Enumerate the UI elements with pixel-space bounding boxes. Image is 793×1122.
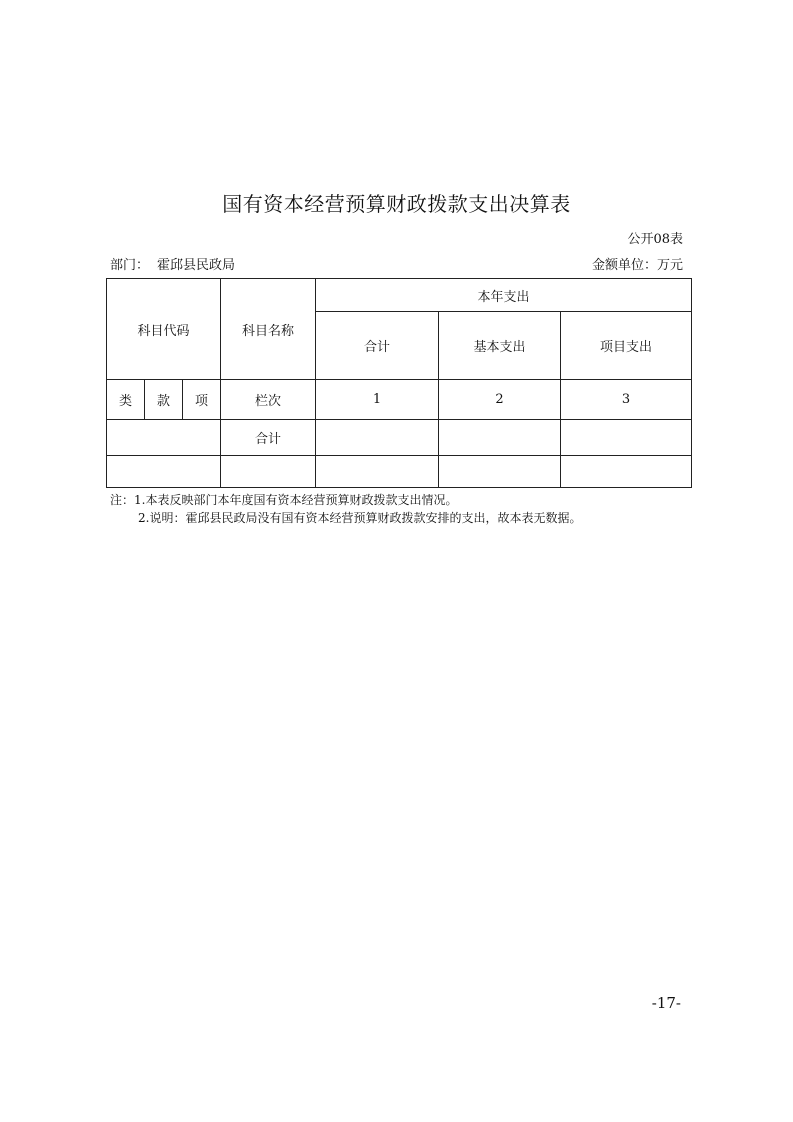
empty-row-project (561, 456, 692, 488)
total-row-basic (439, 420, 561, 456)
col-basic-header: 基本支出 (439, 312, 561, 380)
total-row-code (107, 420, 221, 456)
col-project-header: 项目支出 (561, 312, 692, 380)
total-row-label: 合计 (221, 420, 316, 456)
subject-name-header: 科目名称 (221, 279, 316, 380)
department-line (110, 254, 235, 273)
code-lei: 类 (107, 380, 145, 420)
empty-row-total (316, 456, 439, 488)
note-line-1: 注：1.本表反映部门本年度国有资本经营预算财政拨款支出情况。 (110, 493, 458, 507)
amount-unit: 金额单位：万元 (591, 258, 683, 273)
empty-row-basic (439, 456, 561, 488)
index-3: 3 (561, 380, 692, 420)
notes (110, 491, 581, 527)
header-row-1 (107, 279, 692, 312)
document-title: 国有资本经营预算财政拨款支出决算表 (222, 192, 571, 216)
current-year-header: 本年支出 (316, 279, 692, 312)
row-index-label: 栏次 (221, 380, 316, 420)
form-code: 公开08表 (627, 232, 683, 247)
expenditure-table (106, 278, 692, 488)
total-row-total (316, 420, 439, 456)
code-kuan: 款 (145, 380, 183, 420)
note-line-2: 2.说明：霍邱县民政局没有国有资本经营预算财政拨款安排的支出，故本表无数据。 (138, 511, 582, 525)
total-row (107, 420, 692, 456)
empty-row-name (221, 456, 316, 488)
department-label: 部门： (110, 258, 150, 273)
empty-row (107, 456, 692, 488)
page-number: -17- (651, 994, 681, 1012)
empty-row-code (107, 456, 221, 488)
code-xiang: 项 (183, 380, 221, 420)
index-2: 2 (439, 380, 561, 420)
col-total-header: 合计 (316, 312, 439, 380)
total-row-project (561, 420, 692, 456)
index-row (107, 380, 692, 420)
department-value: 霍邱县民政局 (157, 258, 236, 273)
subject-code-header: 科目代码 (107, 279, 221, 380)
index-1: 1 (316, 380, 439, 420)
